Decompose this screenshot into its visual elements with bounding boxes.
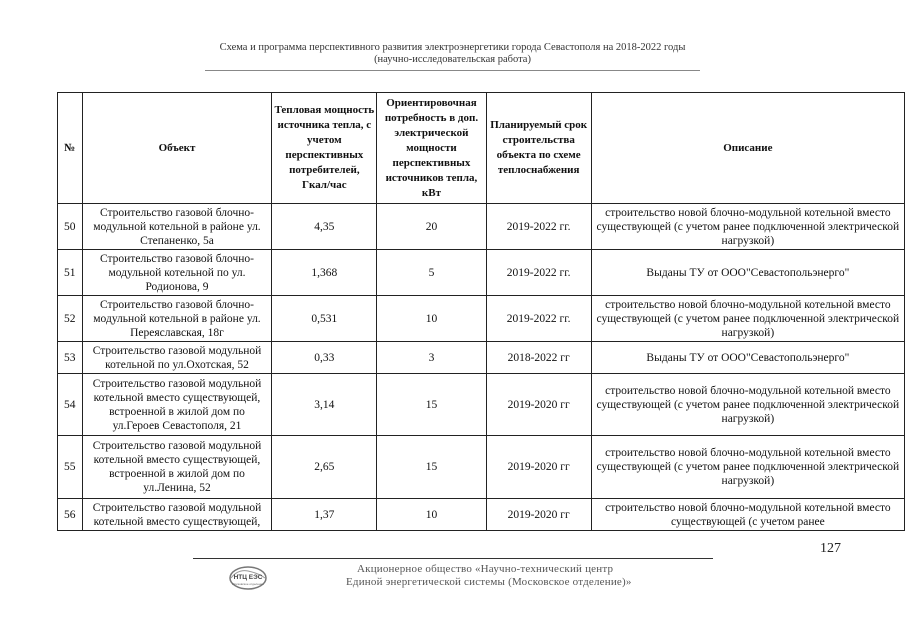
cell-term: 2019-2020 гг (486, 374, 591, 436)
cell-description: строительство новой блочно-модульной котельной вместо существующей (с учетом ранее подключенной электрической нагрузкой) (591, 296, 904, 342)
column-header-object: Объект (82, 93, 272, 204)
cell-object: Строительство газовой модульной котельной по ул.Охотская, 52 (82, 342, 272, 374)
cell-power: 15 (377, 374, 486, 436)
column-header-number: № (58, 93, 83, 204)
cell-heat: 1,368 (272, 250, 377, 296)
cell-heat: 3,14 (272, 374, 377, 436)
table-row (58, 342, 905, 374)
cell-object: Строительство газовой модульной котельной вместо существующей, (82, 499, 272, 531)
cell-power: 3 (377, 342, 486, 374)
logo-subtext: Московское отделение (232, 582, 264, 586)
column-header-heat-capacity: Тепловая мощность источника тепла, с учетом перспективных потребителей, Гкал/час (272, 93, 377, 204)
column-header-description: Описание (591, 93, 904, 204)
cell-object: Строительство газовой модульной котельной вместо существующей, встроенной в жилой дом по ул.Героев Севастополя, 21 (82, 374, 272, 436)
logo-text: НТЦ ЕЭС (233, 574, 263, 581)
footer-organization-line2: Единой энергетической системы (Московское отделение)» (346, 576, 632, 588)
table-row (58, 436, 905, 499)
cell-term: 2019-2020 гг (486, 436, 591, 499)
cell-description: строительство новой блочно-модульной котельной вместо существующей (с учетом ранее подключенной электрической нагрузкой) (591, 436, 904, 499)
cell-power: 10 (377, 499, 486, 531)
cell-number: 55 (58, 436, 83, 499)
document-header-title: Схема и программа перспективного развития электроэнергетики города Севастополя на 2018-2022 годы (219, 42, 686, 53)
footer-divider (193, 558, 713, 559)
table-row (58, 499, 905, 531)
cell-description: Выданы ТУ от ООО"Севастопольэнерго" (591, 342, 904, 374)
cell-term: 2019-2020 гг (486, 499, 591, 531)
document-header-subtitle: (научно-исследовательская работа) (374, 54, 531, 65)
company-logo (228, 565, 268, 591)
table-row (58, 374, 905, 436)
cell-number: 54 (58, 374, 83, 436)
cell-heat: 0,531 (272, 296, 377, 342)
cell-power: 10 (377, 296, 486, 342)
cell-power: 20 (377, 204, 486, 250)
cell-object: Строительство газовой блочно-модульной котельной в районе ул. Переяславская, 18г (82, 296, 272, 342)
cell-description: строительство новой блочно-модульной котельной вместо существующей (с учетом ранее подключенной электрической нагрузкой) (591, 204, 904, 250)
cell-heat: 4,35 (272, 204, 377, 250)
cell-number: 53 (58, 342, 83, 374)
column-header-power-demand: Ориентировочная потребность в доп. электрической мощности перспективных источников тепла, кВт (377, 93, 486, 204)
cell-description: строительство новой блочно-модульной котельной вместо существующей (с учетом ранее (591, 499, 904, 531)
table-header-row (58, 93, 905, 204)
cell-object: Строительство газовой модульной котельной вместо существующей, встроенной в жилой дом по ул.Ленина, 52 (82, 436, 272, 499)
cell-description: Выданы ТУ от ООО"Севастопольэнерго" (591, 250, 904, 296)
cell-term: 2019-2022 гг. (486, 296, 591, 342)
cell-description: строительство новой блочно-модульной котельной вместо существующей (с учетом ранее подключенной электрической нагрузкой) (591, 374, 904, 436)
column-header-construction-term: Планируемый срок строительства объекта по схеме теплоснабжения (486, 93, 591, 204)
header-divider (205, 70, 700, 71)
cell-heat: 0,33 (272, 342, 377, 374)
cell-heat: 1,37 (272, 499, 377, 531)
table-row (58, 250, 905, 296)
cell-number: 51 (58, 250, 83, 296)
cell-number: 52 (58, 296, 83, 342)
cell-term: 2019-2022 гг. (486, 250, 591, 296)
cell-number: 56 (58, 499, 83, 531)
footer-organization-line1: Акционерное общество «Научно-технический центр (357, 563, 614, 575)
cell-object: Строительство газовой блочно-модульной котельной по ул. Родионова, 9 (82, 250, 272, 296)
table-row (58, 296, 905, 342)
cell-power: 15 (377, 436, 486, 499)
table-row (58, 204, 905, 250)
cell-number: 50 (58, 204, 83, 250)
cell-term: 2019-2022 гг. (486, 204, 591, 250)
cell-power: 5 (377, 250, 486, 296)
page-number: 127 (820, 541, 841, 556)
cell-heat: 2,65 (272, 436, 377, 499)
data-table (57, 92, 905, 531)
cell-object: Строительство газовой блочно-модульной котельной в районе ул. Степаненко, 5а (82, 204, 272, 250)
cell-term: 2018-2022 гг (486, 342, 591, 374)
